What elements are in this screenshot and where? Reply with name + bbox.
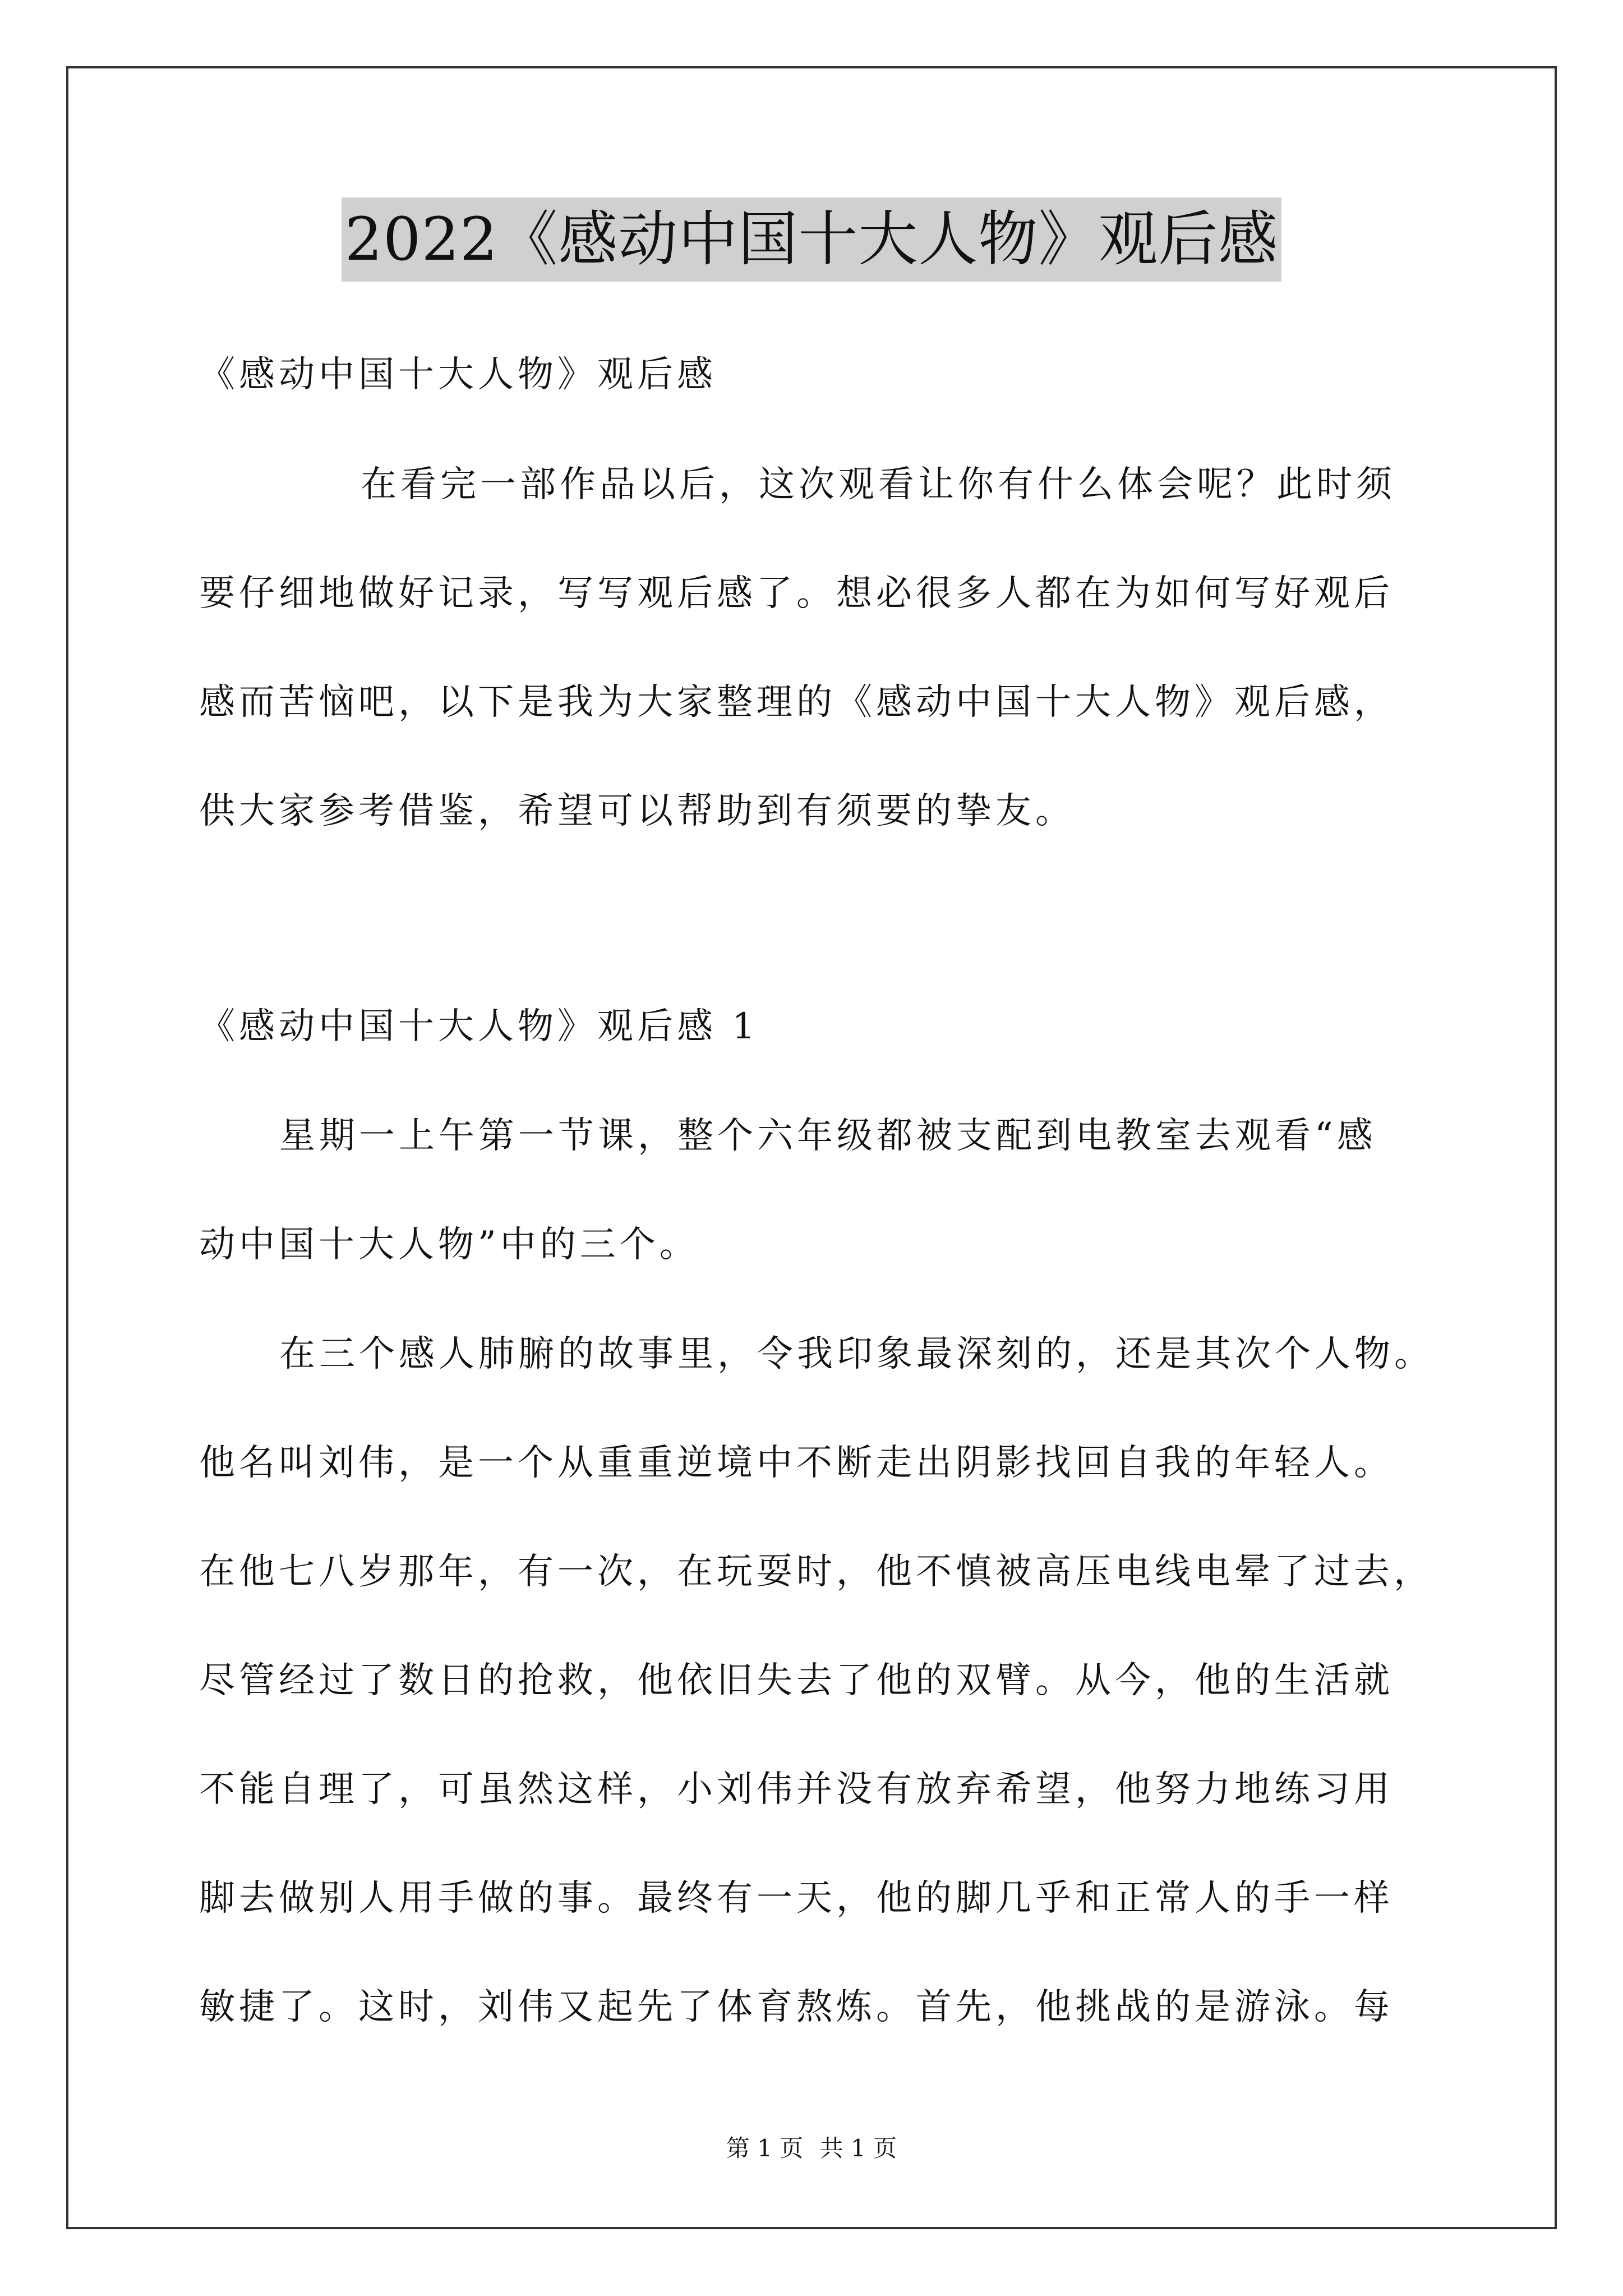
document-title: 2022《感动中国十大人物》观后感 bbox=[342, 197, 1282, 282]
paragraph-line: 他名叫刘伟，是一个从重重逆境中不断走出阴影找回自我的年轻人。 bbox=[199, 1442, 1394, 1484]
paragraph-line: 在他七八岁那年，有一次，在玩耍时，他不慎被高压电线电晕了过去， bbox=[199, 1551, 1433, 1593]
title-container bbox=[0, 197, 1623, 282]
paragraph-line: 动中国十大人物”中的三个。 bbox=[199, 1224, 699, 1266]
section-heading: 《感动中国十大人物》观后感 1 bbox=[199, 1006, 759, 1047]
page-total: 共 1 页 bbox=[819, 2134, 897, 2162]
intro-line: 在看完一部作品以后，这次观看让你有什么体会呢？此时须 bbox=[361, 464, 1396, 505]
paragraph-line: 敏捷了。这时，刘伟又起先了体育熬炼。首先，他挑战的是游泳。每 bbox=[199, 1986, 1394, 2028]
paragraph-line: 在三个感人肺腑的故事里，令我印象最深刻的，还是其次个人物。 bbox=[279, 1333, 1434, 1375]
paragraph-line: 尽管经过了数日的抢救，他依旧失去了他的双臂。从今，他的生活就 bbox=[199, 1660, 1394, 1701]
intro-line: 感而苦恼吧，以下是我为大家整理的《感动中国十大人物》观后感， bbox=[199, 682, 1394, 723]
document-subtitle: 《感动中国十大人物》观后感 bbox=[199, 354, 717, 395]
paragraph-line: 脚去做别人用手做的事。最终有一天，他的脚几乎和正常人的手一样 bbox=[199, 1878, 1394, 1919]
page-number: 第 1 页 bbox=[726, 2134, 804, 2162]
paragraph-line: 星期一上午第一节课，整个六年级都被支配到电教室去观看“感 bbox=[279, 1115, 1377, 1157]
paragraph-line: 不能自理了，可虽然这样，小刘伟并没有放弃希望，他努力地练习用 bbox=[199, 1769, 1394, 1810]
intro-line: 供大家参考借鉴，希望可以帮助到有须要的挚友。 bbox=[199, 790, 1075, 832]
page-footer bbox=[0, 2132, 1623, 2165]
intro-line: 要仔细地做好记录，写写观后感了。想必很多人都在为如何写好观后 bbox=[199, 573, 1394, 614]
